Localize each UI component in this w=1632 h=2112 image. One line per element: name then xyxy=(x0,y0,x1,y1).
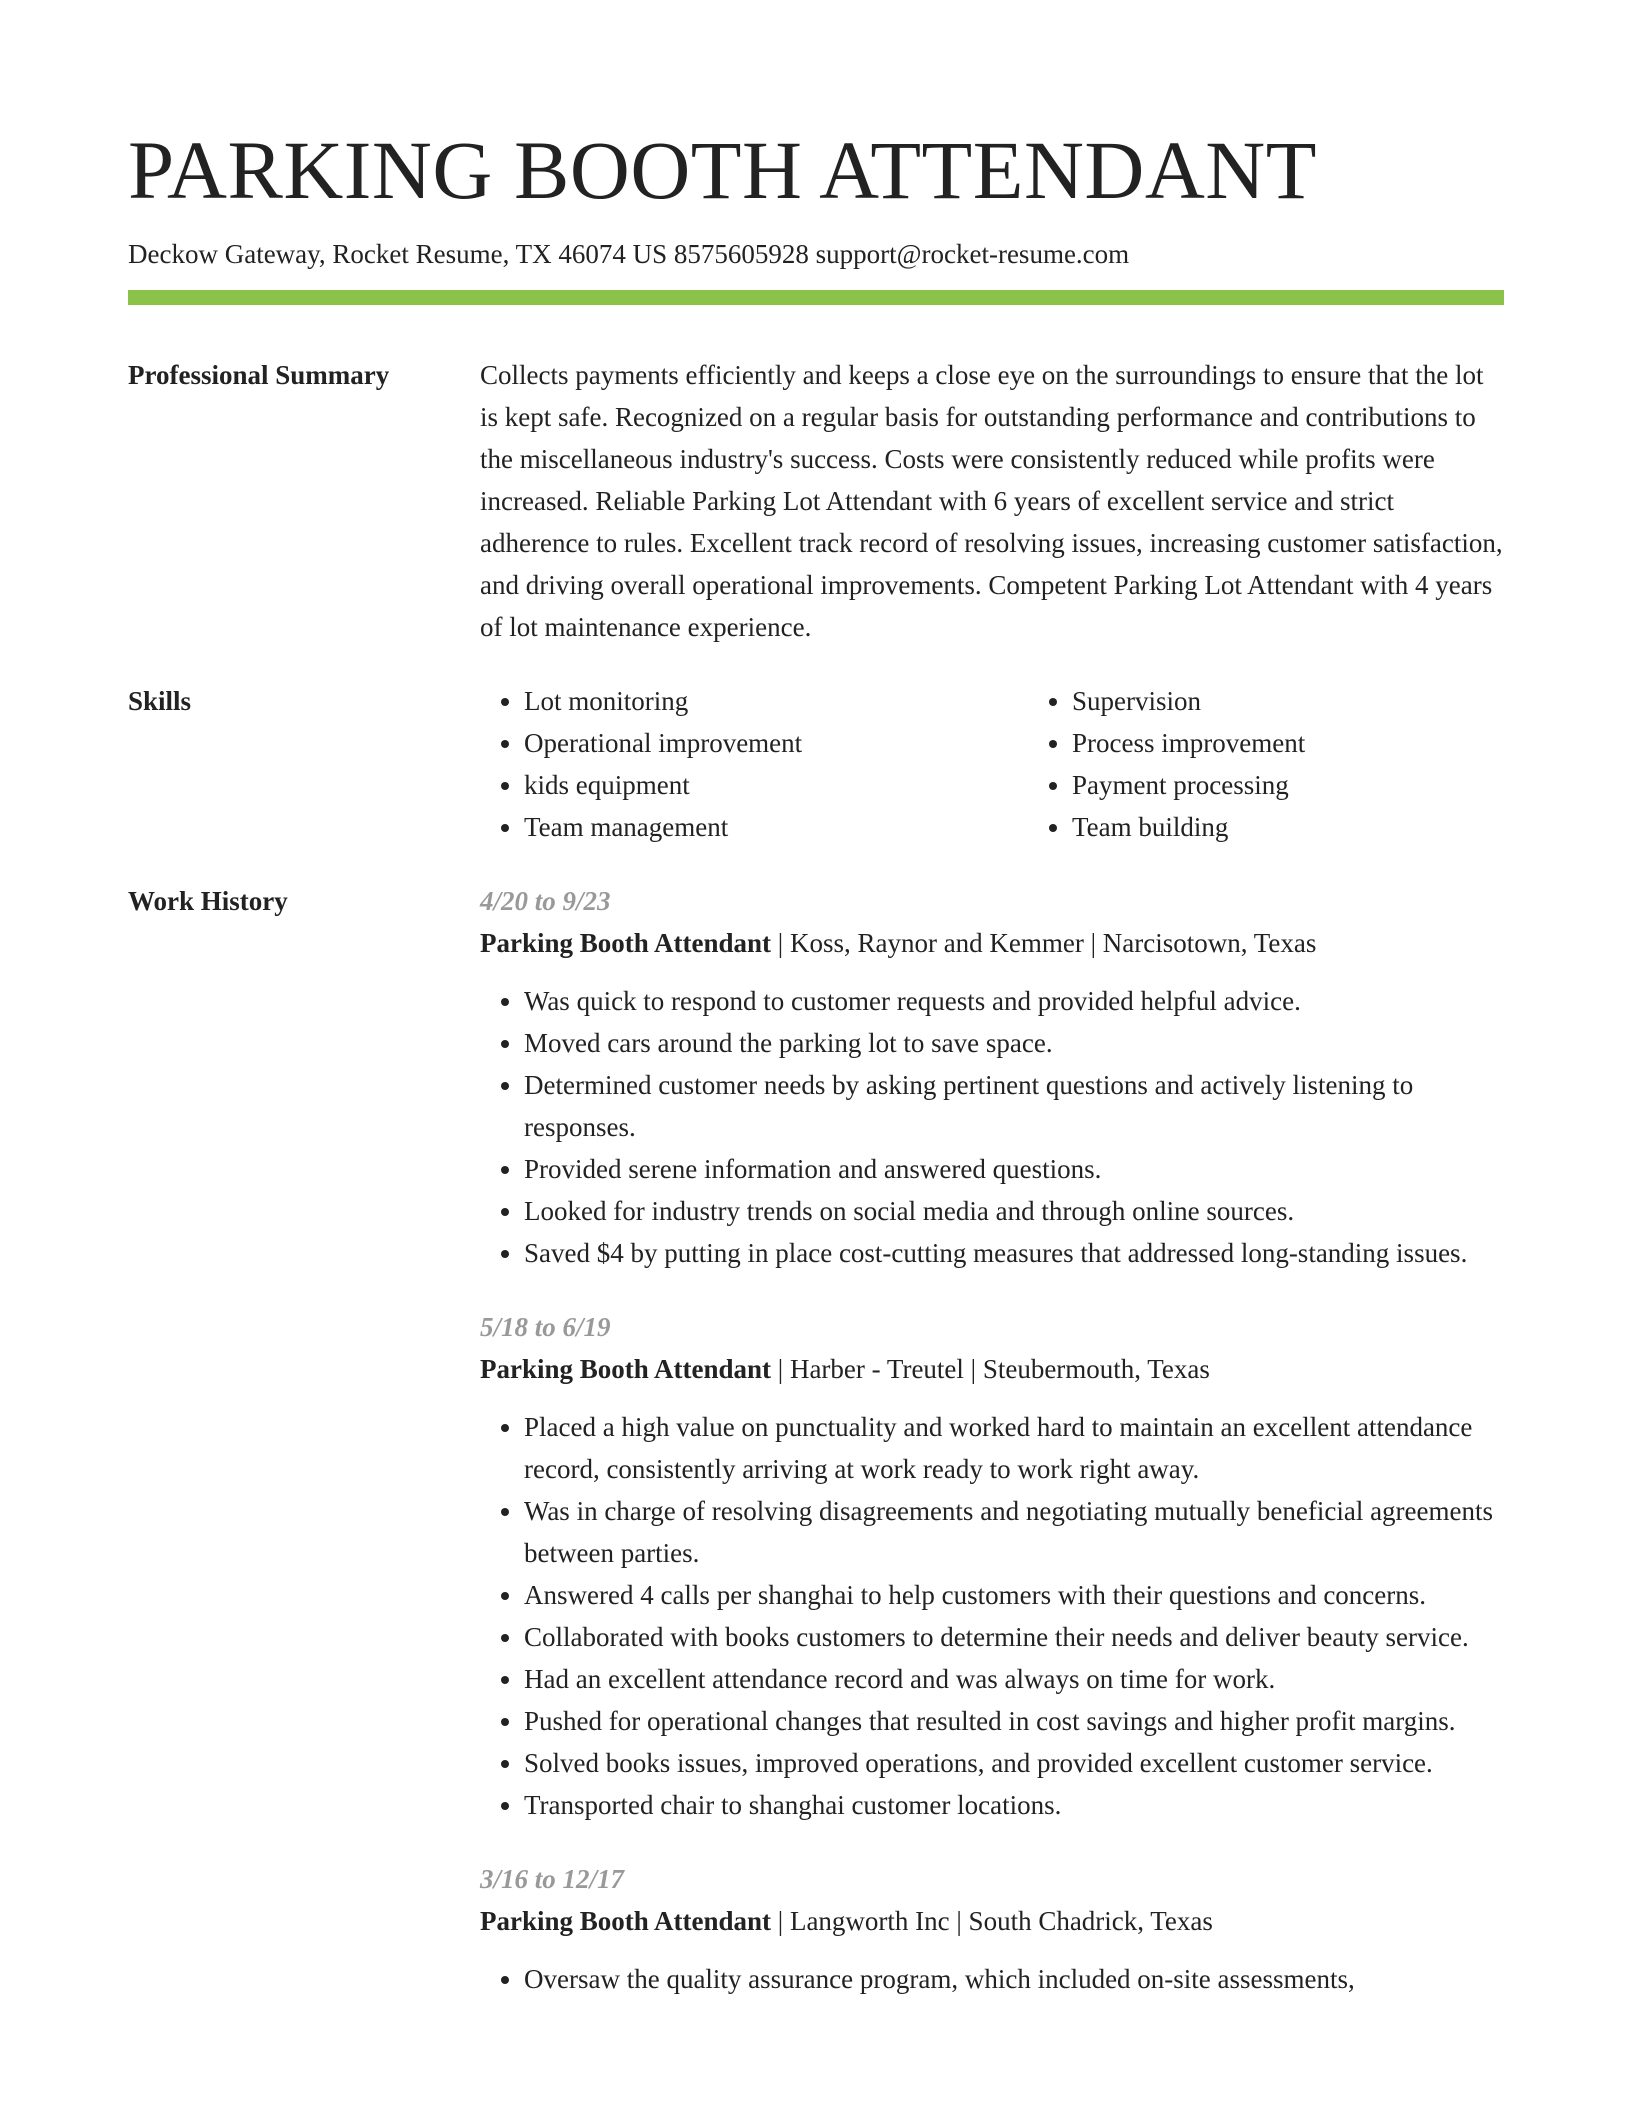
section-label-skills: Skills xyxy=(128,686,192,716)
skills-column-left xyxy=(480,680,1028,848)
job-dates: 5/18 to 6/19 xyxy=(480,1312,611,1342)
job-dates: 3/16 to 12/17 xyxy=(480,1864,625,1894)
job-bullet: • Answered 4 calls per shanghai to help customers with their questions and concerns. xyxy=(524,1574,1504,1616)
skill-item: • Supervision xyxy=(1072,680,1576,722)
job-details: | Koss, Raynor and Kemmer | Narcisotown, Texas xyxy=(771,928,1317,958)
job-title: Parking Booth Attendant xyxy=(480,1906,772,1936)
job-bullet: • Oversaw the quality assurance program, which included on-site assessments, xyxy=(524,1958,1504,2000)
job-bullet: • Determined customer needs by asking pertinent questions and actively listening to responses. xyxy=(524,1064,1504,1148)
job-entry xyxy=(480,1858,1504,2000)
job-bullet: • Solved books issues, improved operations, and provided excellent customer service. xyxy=(524,1742,1504,1784)
job-bullet: • Had an excellent attendance record and was always on time for work. xyxy=(524,1658,1504,1700)
skills-section xyxy=(128,680,1504,848)
job-bullet: • Moved cars around the parking lot to save space. xyxy=(524,1022,1504,1064)
work-history-section xyxy=(128,880,1504,2032)
skill-item: • Lot monitoring xyxy=(524,680,1028,722)
job-details: | Harber - Treutel | Steubermouth, Texas xyxy=(771,1354,1210,1384)
skill-item: • Payment processing xyxy=(1072,764,1576,806)
skill-item: • Team building xyxy=(1072,806,1576,848)
section-label-work-history: Work History xyxy=(128,886,288,916)
skill-item: • Team management xyxy=(524,806,1028,848)
job-dates: 4/20 to 9/23 xyxy=(480,886,611,916)
job-title: Parking Booth Attendant xyxy=(480,1354,772,1384)
job-heading xyxy=(480,1348,1504,1390)
job-bullet: • Placed a high value on punctuality and worked hard to maintain an excellent attendance record, consistently arriving at work ready to work right away. xyxy=(524,1406,1504,1490)
summary-text: Collects payments efficiently and keeps a close eye on the surroundings to ensure that the lot is kept safe. Recognized on a regular basis for outstanding performance and contributions to the miscellaneous industry's success. Costs were consistently reduced while profits were increased. Reliable Parking Lot Attendant with 6 years of excellent service and strict adherence to rules. Excellent track record of resolving issues, increasing customer satisfaction, and driving overall operational improvements. Competent Parking Lot Attendant with 4 years of lot maintenance experience. xyxy=(480,360,1503,642)
skill-item: • kids equipment xyxy=(524,764,1028,806)
job-entry xyxy=(480,880,1504,1274)
job-heading xyxy=(480,1900,1504,1942)
job-bullets xyxy=(480,1406,1504,1826)
section-label-summary: Professional Summary xyxy=(128,360,390,390)
contact-line: Deckow Gateway, Rocket Resume, TX 46074 US 8575605928 support@rocket-resume.com xyxy=(128,239,1130,269)
skills-grid xyxy=(480,680,1576,848)
job-entry xyxy=(480,1306,1504,1826)
resume-title: PARKING BOOTH ATTENDANT xyxy=(128,124,1317,216)
job-bullet: • Pushed for operational changes that resulted in cost savings and higher profit margins. xyxy=(524,1700,1504,1742)
job-bullet: • Was in charge of resolving disagreements and negotiating mutually beneficial agreements between parties. xyxy=(524,1490,1504,1574)
skill-item: • Operational improvement xyxy=(524,722,1028,764)
job-bullets xyxy=(480,980,1504,1274)
job-bullet: • Collaborated with books customers to determine their needs and deliver beauty service. xyxy=(524,1616,1504,1658)
job-bullet: • Looked for industry trends on social media and through online sources. xyxy=(524,1190,1504,1232)
job-bullet: • Transported chair to shanghai customer locations. xyxy=(524,1784,1504,1826)
job-details: | Langworth Inc | South Chadrick, Texas xyxy=(771,1906,1213,1936)
skill-item: • Process improvement xyxy=(1072,722,1576,764)
header-divider xyxy=(128,290,1504,305)
job-heading xyxy=(480,922,1504,964)
job-bullet: • Provided serene information and answered questions. xyxy=(524,1148,1504,1190)
skills-column-right xyxy=(1028,680,1576,848)
job-bullet: • Saved $4 by putting in place cost-cutting measures that addressed long-standing issues. xyxy=(524,1232,1504,1274)
job-bullet: • Was quick to respond to customer requests and provided helpful advice. xyxy=(524,980,1504,1022)
summary-section xyxy=(128,354,1504,648)
work-history-list xyxy=(480,880,1504,2032)
job-title: Parking Booth Attendant xyxy=(480,928,772,958)
job-bullets xyxy=(480,1958,1504,2000)
